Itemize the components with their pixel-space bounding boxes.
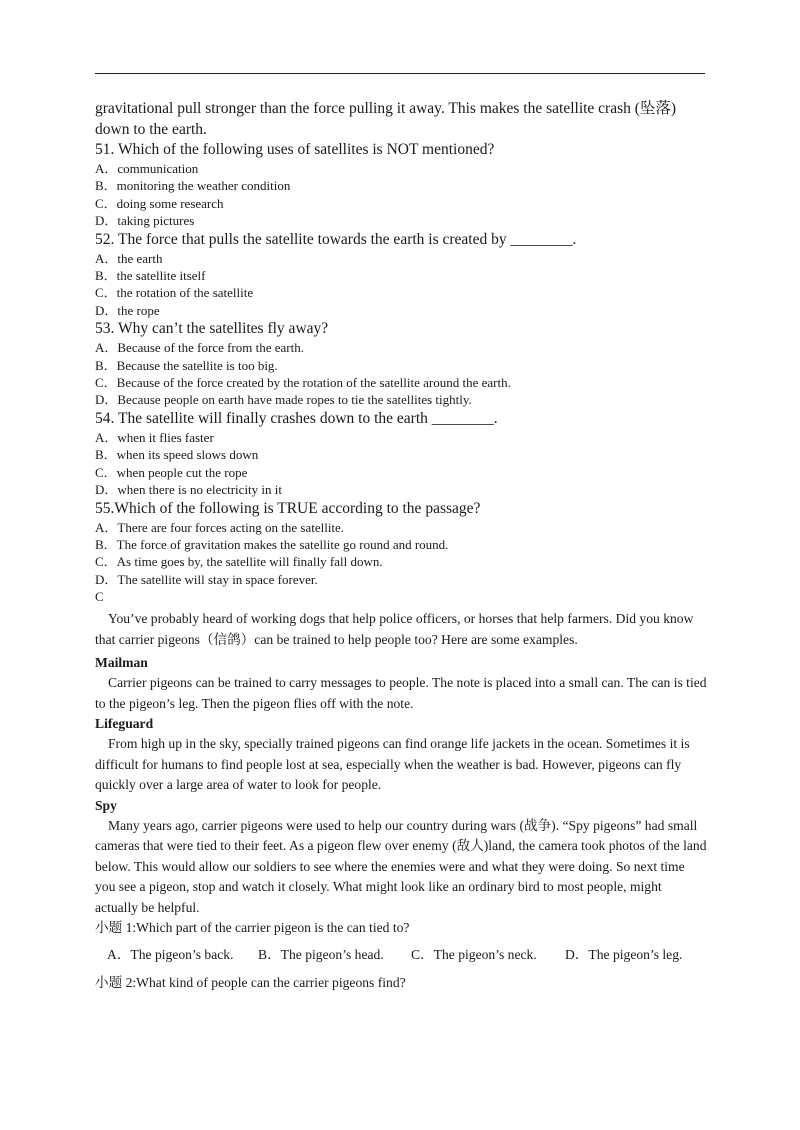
option-c: C．the rotation of the satellite: [95, 285, 254, 301]
question-53: [95, 319, 707, 409]
document-page: [95, 98, 707, 993]
question-51: [95, 140, 707, 230]
option-a: A．the earth: [95, 250, 163, 266]
option-d: D．when there is no electricity in it: [95, 482, 283, 498]
sub-question-2: 小题 2:What kind of people can the carrier pigeons find?: [95, 975, 406, 991]
section-letter: C: [95, 589, 104, 605]
option-a: A．communication: [95, 161, 199, 176]
question-stem: 52. The force that pulls the satellite towards the earth is created by ________.: [95, 230, 577, 248]
choice-c: C．The pigeon’s neck.: [411, 947, 537, 963]
option-b: B．monitoring the weather condition: [95, 178, 291, 194]
question-stem: 54. The satellite will finally crashes down to the earth ________.: [95, 409, 498, 427]
section-paragraph: Carrier pigeons can be trained to carry messages to people. The note is placed into a small can. The can is tied to the pigeon’s leg. Then the pigeon flies off with the note.: [95, 675, 707, 711]
section-paragraph: From high up in the sky, specially trained pigeons can find orange life jackets in the ocean. Sometimes it is difficult for humans to find people lost at sea, especially when the weather is bad. However, pigeons can fly quickly over a large area of water to look for people.: [95, 736, 690, 793]
question-55: [95, 499, 707, 589]
option-d: D．The satellite will stay in space forever.: [95, 571, 318, 587]
section-paragraph: Many years ago, carrier pigeons were used to help our country during wars (战争). “Spy pigeons” had small cameras that were tied to their feet. As a pigeon flew over enemy (敌人)land, the camera took photos of the land below. This would allow our soldiers to see where the enemies were and what they were doing. So next time you see a pigeon, stop and watch it closely. What might look like an ordinary bird to most people, might actually be helpful.: [95, 817, 707, 915]
option-c: C．As time goes by, the satellite will finally fall down.: [95, 554, 383, 570]
sub-question-1-choices: [95, 945, 707, 965]
sub-question-1: 小题 1:Which part of the carrier pigeon is the can tied to?: [95, 920, 410, 936]
choice-b: B．The pigeon’s head.: [258, 947, 384, 963]
option-b: B．Because the satellite is too big.: [95, 357, 278, 373]
option-a: A．There are four forces acting on the satellite.: [95, 519, 345, 535]
section-heading: Lifeguard: [95, 716, 154, 732]
header-rule: [95, 73, 705, 74]
section-heading: Mailman: [95, 655, 148, 671]
question-54: [95, 409, 707, 499]
choice-a: A．The pigeon’s back.: [107, 947, 234, 963]
option-d: D．the rope: [95, 302, 160, 318]
question-stem: 55.Which of the following is TRUE according to the passage?: [95, 499, 481, 517]
option-c: C．Because of the force created by the rotation of the satellite around the earth.: [95, 375, 511, 391]
option-c: C．doing some research: [95, 195, 224, 211]
question-stem: 51. Which of the following uses of satellites is NOT mentioned?: [95, 141, 495, 158]
option-d: D．taking pictures: [95, 213, 195, 229]
choice-d: D．The pigeon’s leg.: [565, 947, 683, 963]
option-b: B．The force of gravitation makes the satellite go round and round.: [95, 536, 449, 552]
option-b: B．the satellite itself: [95, 268, 206, 284]
option-a: A．when it flies faster: [95, 429, 214, 445]
option-c: C．when people cut the rope: [95, 464, 248, 480]
question-52: [95, 230, 707, 320]
option-d: D．Because people on earth have made ropes to tie the satellites tightly.: [95, 392, 472, 408]
question-stem: 53. Why can’t the satellites fly away?: [95, 320, 329, 338]
section-heading: Spy: [95, 797, 117, 813]
option-a: A．Because of the force from the earth.: [95, 340, 304, 356]
passage-intro: You’ve probably heard of working dogs that help police officers, or horses that help farmers. Did you know that carrier pigeons（信鸽）can be trained to help people too? Here are some examples.: [95, 611, 694, 647]
option-b: B．when its speed slows down: [95, 447, 259, 463]
passage-tail: gravitational pull stronger than the force pulling it away. This makes the satellite crash (坠落) down to the earth.: [95, 100, 677, 138]
